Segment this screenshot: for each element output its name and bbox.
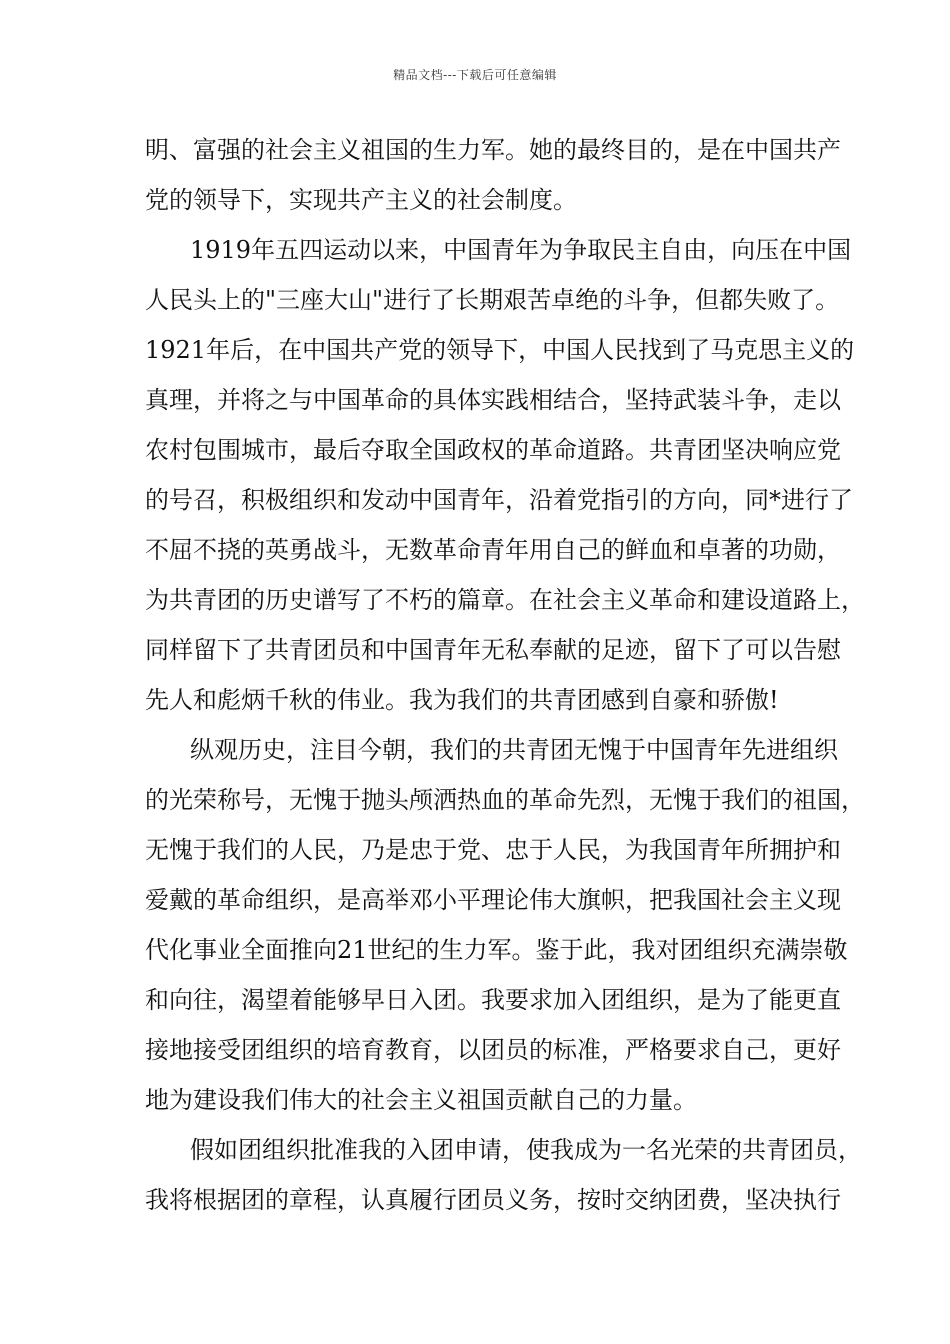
text-line: 同样留下了共青团员和中国青年无私奉献的足迹，留下了可以告慰 — [145, 636, 841, 664]
paragraph-start-line: 假如团组织批准我的入团申请，使我成为一名光荣的共青团员， — [190, 1136, 862, 1164]
text-line: 为共青团的历史谱写了不朽的篇章。在社会主义革命和建设道路上， — [145, 586, 865, 614]
paragraph-start-line: 1919年五四运动以来，中国青年为争取民主自由，向压在中国 — [190, 236, 852, 264]
text-line: 地为建设我们伟大的社会主义祖国贡献自己的力量。 — [145, 1086, 697, 1114]
text-line: 接地接受团组织的培育教育，以团员的标准，严格要求自己，更好 — [145, 1036, 841, 1064]
text-line: 我将根据团的章程，认真履行团员义务，按时交纳团费，坚决执行 — [145, 1186, 841, 1214]
text-line: 爱戴的革命组织，是高举邓小平理论伟大旗帜，把我国社会主义现 — [145, 886, 841, 914]
text-line: 代化事业全面推向21世纪的生力军。鉴于此，我对团组织充满崇敬 — [145, 936, 848, 964]
text-line: 党的领导下，实现共产主义的社会制度。 — [145, 186, 577, 214]
page-header: 精品文档---下载后可任意编辑 — [393, 68, 557, 82]
text-line: 农村包围城市，最后夺取全国政权的革命道路。共青团坚决响应党 — [145, 436, 841, 464]
text-line: 真理，并将之与中国革命的具体实践相结合，坚持武装斗争，走以 — [145, 386, 841, 414]
paragraph-start-line: 纵观历史，注目今朝，我们的共青团无愧于中国青年先进组织 — [190, 736, 838, 764]
text-line: 无愧于我们的人民，乃是忠于党、忠于人民，为我国青年所拥护和 — [145, 836, 841, 864]
text-line: 先人和彪炳千秋的伟业。我为我们的共青团感到自豪和骄傲! — [145, 686, 779, 714]
text-line: 明、富强的社会主义祖国的生力军。她的最终目的，是在中国共产 — [145, 136, 841, 164]
document-body — [145, 125, 865, 1225]
text-line: 不屈不挠的英勇战斗，无数革命青年用自己的鲜血和卓著的功勋， — [145, 536, 841, 564]
text-line: 1921年后，在中国共产党的领导下，中国人民找到了马克思主义的 — [145, 336, 855, 364]
text-line: 的号召，积极组织和发动中国青年，沿着党指引的方向，同*进行了 — [145, 486, 853, 514]
text-line: 人民头上的"三座大山"进行了长期艰苦卓绝的斗争，但都失败了。 — [145, 286, 840, 314]
text-line: 和向往，渴望着能够早日入团。我要求加入团组织，是为了能更直 — [145, 986, 841, 1014]
text-line: 的光荣称号，无愧于抛头颅洒热血的革命先烈，无愧于我们的祖国， — [145, 786, 865, 814]
